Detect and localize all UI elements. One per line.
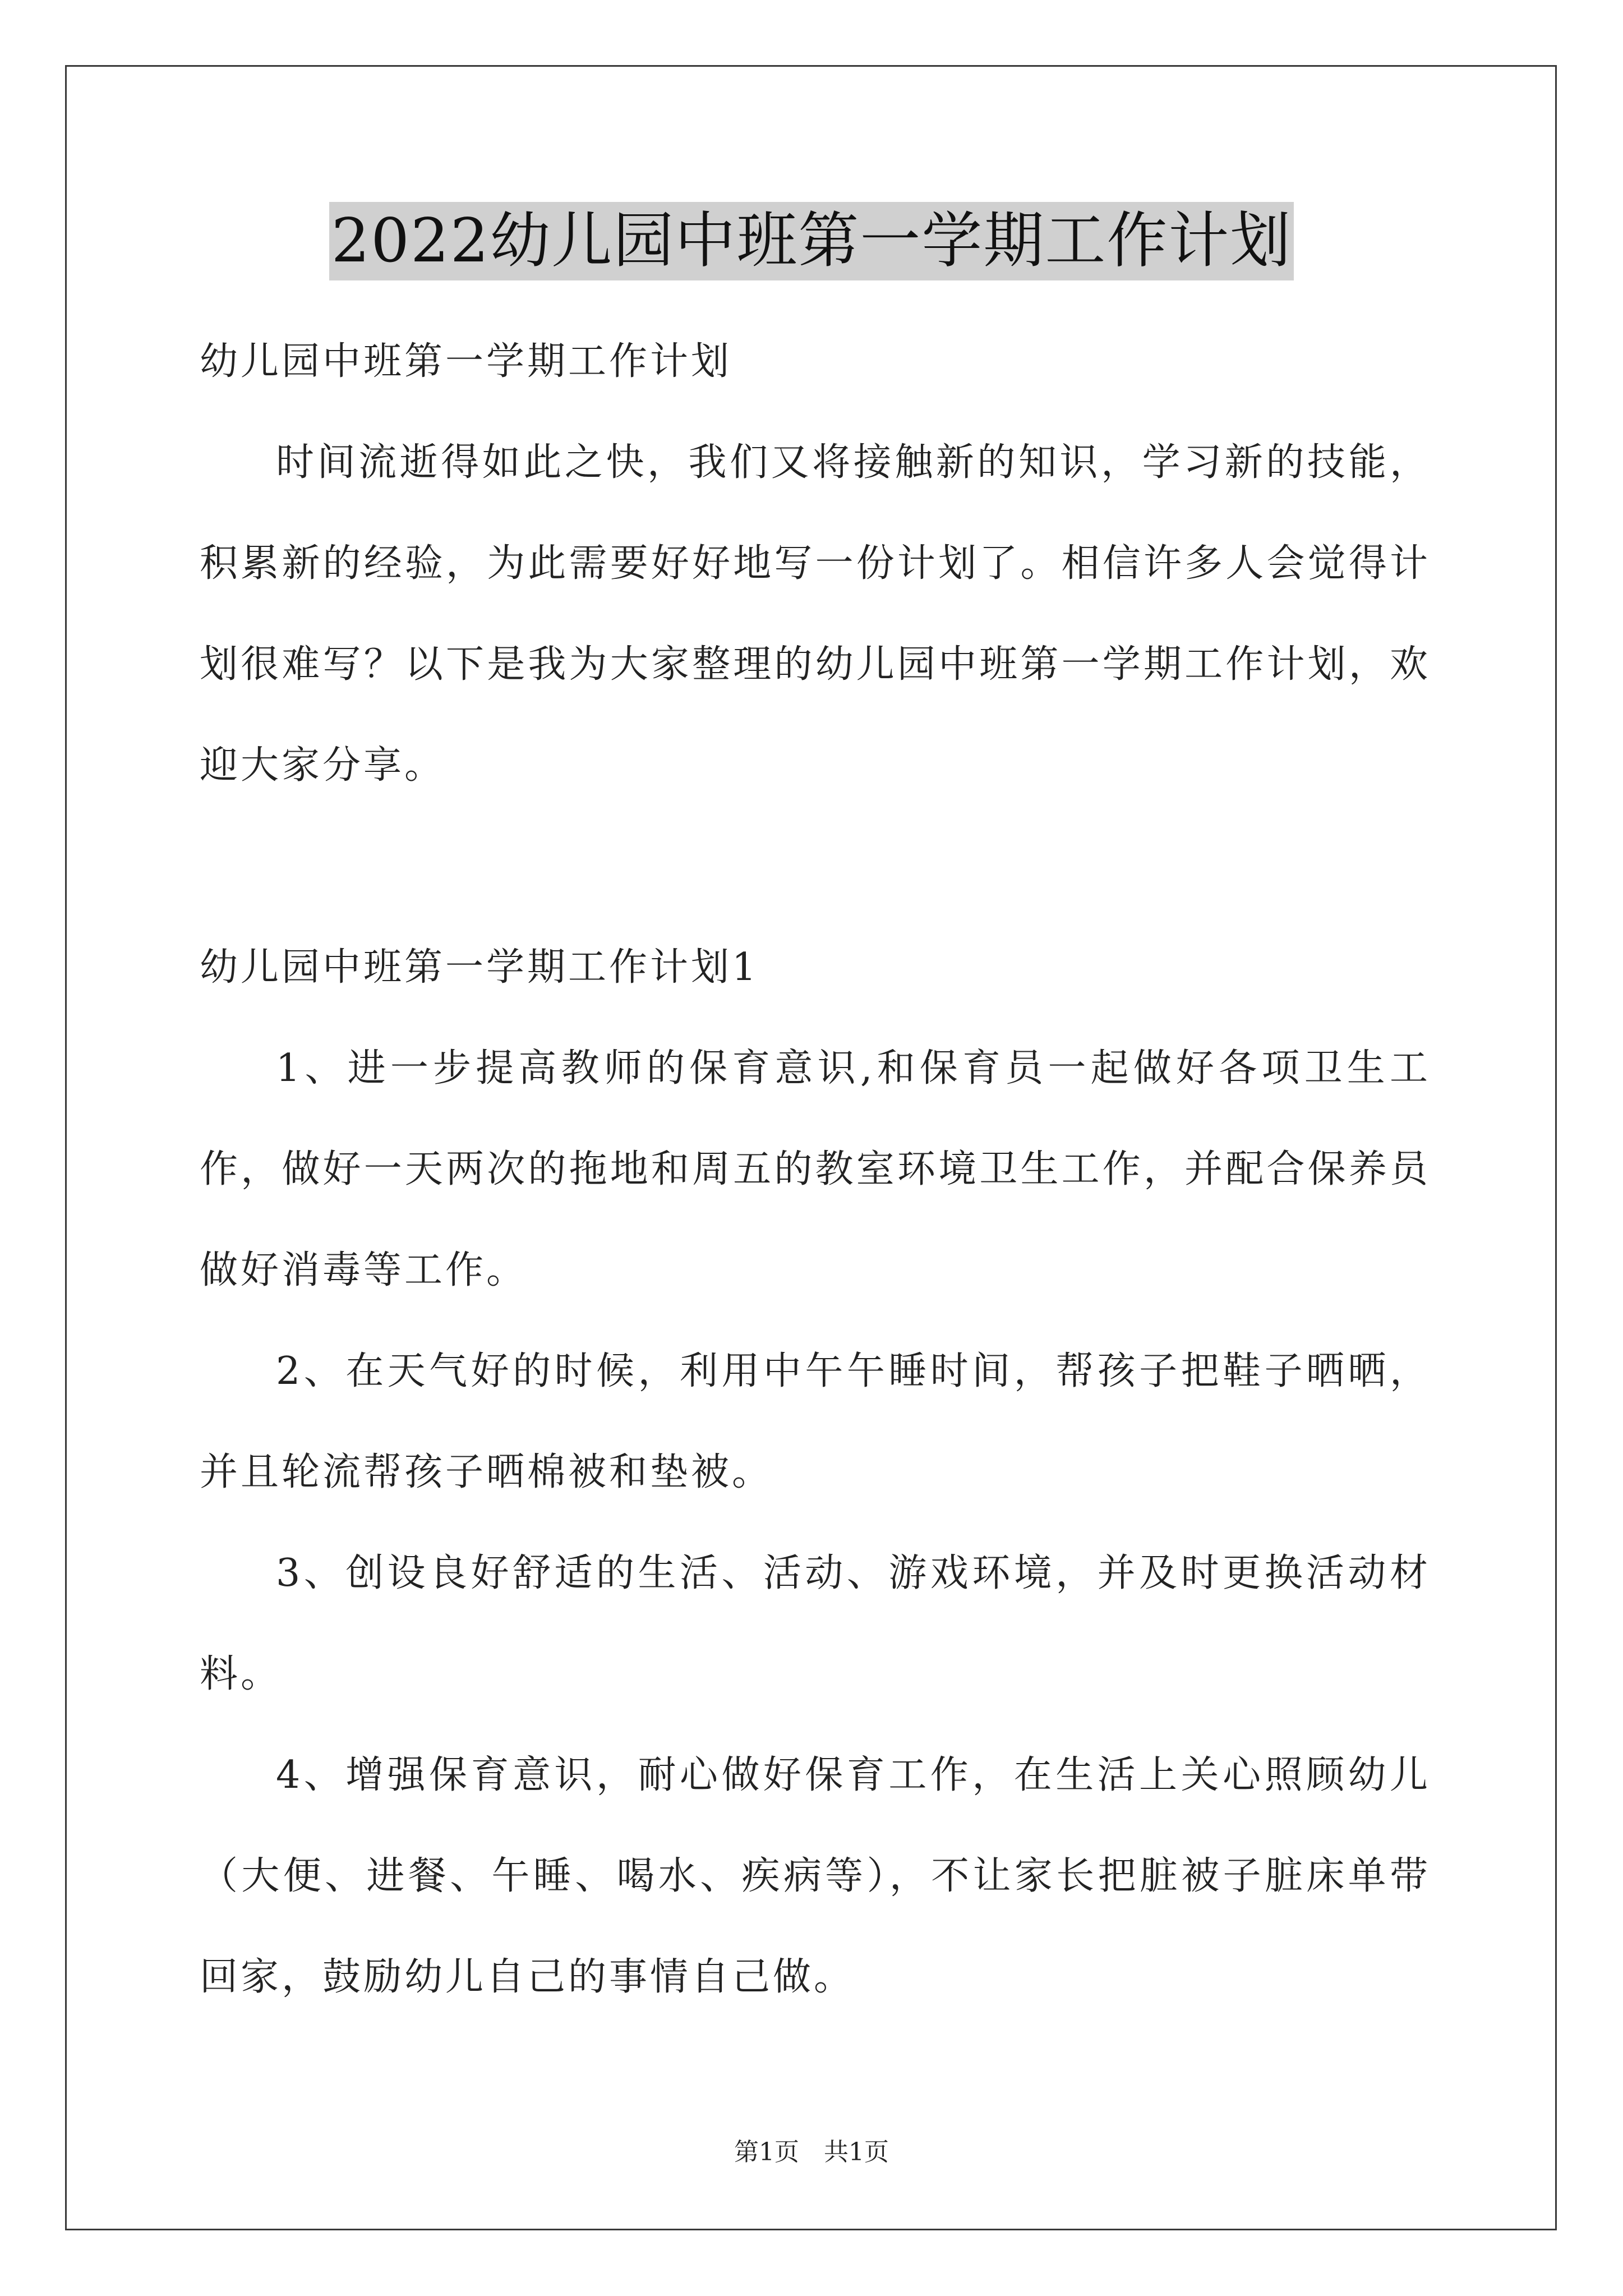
intro-paragraph: 时间流逝得如此之快，我们又将接触新的知识，学习新的技能，积累新的经验，为此需要好好地写一份计划了。相信许多人会觉得计划很难写？以下是我为大家整理的幼儿园中班第一学期工作计划，欢迎大家分享。 [200,440,1431,788]
list-item: 3、创设良好舒适的生活、活动、游戏环境，并及时更换活动材料。 [200,1551,1431,1696]
list-item: 2、在天气好的时候，利用中午午睡时间，帮孩子把鞋子晒晒，并且轮流帮孩子晒棉被和垫被。 [200,1349,1431,1494]
section-heading: 幼儿园中班第一学期工作计划1 [200,945,759,990]
document-title: 2022幼儿园中班第一学期工作计划 [329,202,1294,280]
section-spacer [200,816,1431,917]
list-item: 4、增强保育意识，耐心做好保育工作，在生活上关心照顾幼儿（大便、进餐、午睡、喝水、疾病等），不让家长把脏被子脏床单带回家，鼓励幼儿自己的事情自己做。 [200,1753,1431,1999]
page-footer [0,2132,1623,2168]
document-subtitle: 幼儿园中班第一学期工作计划 [200,339,732,384]
list-item: 1、进一步提高教师的保育意识,和保育员一起做好各项卫生工作，做好一天两次的拖地和周五的教室环境卫生工作，并配合保养员做好消毒等工作。 [200,1046,1431,1292]
page-number: 第1页 共1页 [734,2138,889,2166]
document-body [200,311,1431,2028]
title-container [0,202,1623,280]
